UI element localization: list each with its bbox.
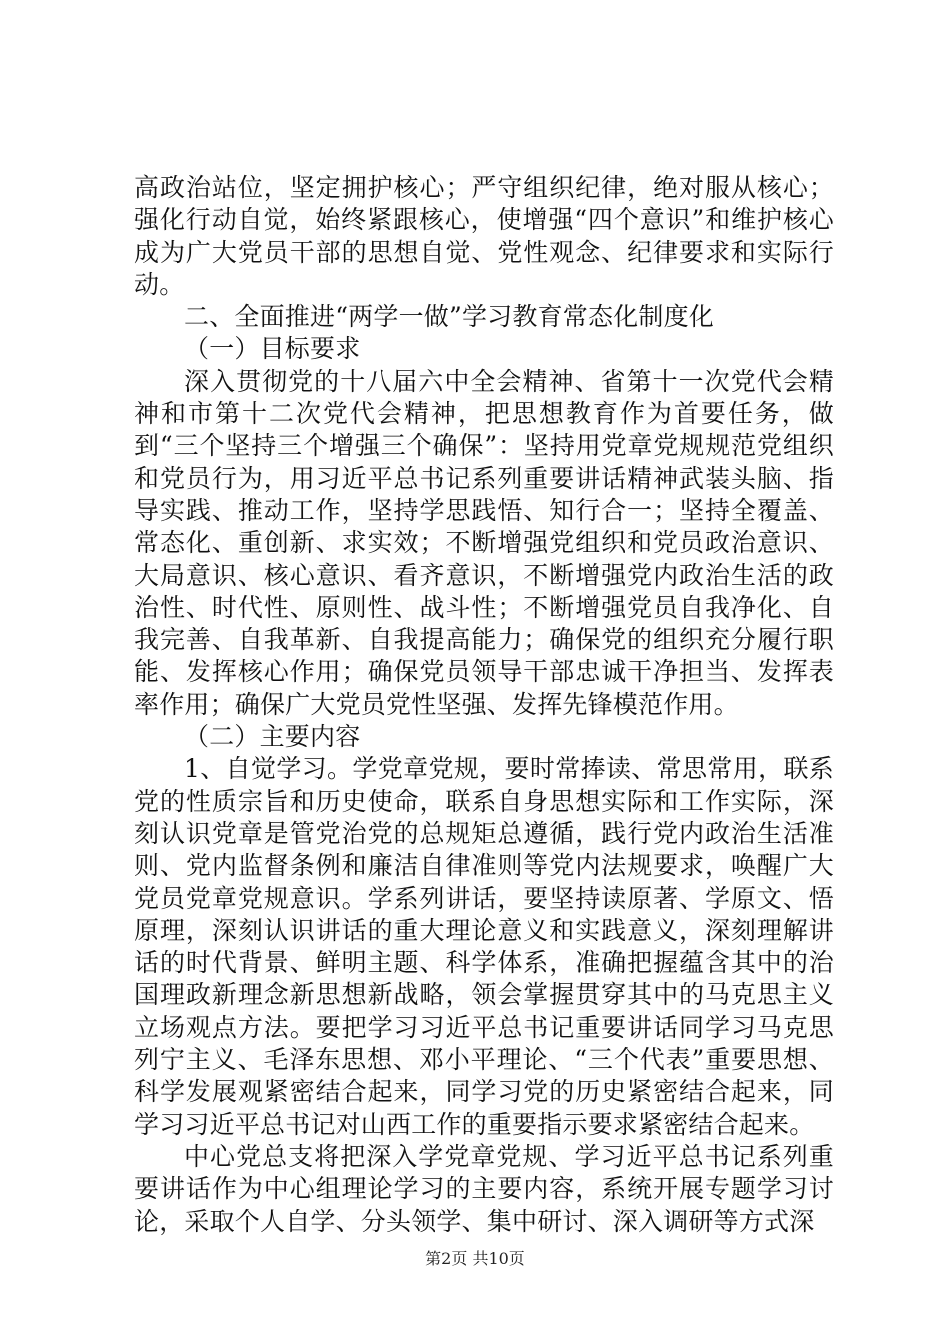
paragraph-center-branch: 中心党总支将把深入学党章党规、学习近平总书记系列重要讲话作为中心组理论学习的主要内容，系统开展专题学习讨论，采取个人自学、分头领学、集中研讨、深入调研等方式深 xyxy=(134,1141,834,1236)
document-body xyxy=(134,172,834,1238)
section-heading: 二、全面推进“两学一做”学习教育常态化制度化 xyxy=(184,302,714,332)
paragraph-study: 1、自觉学习。学党章党规，要时常捧读、常思常用，联系党的性质宗旨和历史使命，联系自身思想实际和工作实际，深刻认识党章是管党治党的总规矩总遵循，践行党内政治生活准则、党内监督条例和廉洁自律准则等党内法规要求，唤醒广大党员党章党规意识。学系列讲话，要坚持读原著、学原文、悟原理，深刻认识讲话的重大理论意义和实践意义，深刻理解讲话的时代背景、鲜明主题、科学体系，准确把握蕴含其中的治国理政新理念新思想新战略，领会掌握贯穿其中的马克思主义立场观点方法。要把学习习近平总书记重要讲话同学习马克思列宁主义、毛泽东思想、邓小平理论、“三个代表”重要思想、科学发展观紧密结合起来，同学习党的历史紧密结合起来，同学习习近平总书记对山西工作的重要指示要求紧密结合起来。 xyxy=(134,754,834,1139)
subsection-heading-goals: （一）目标要求 xyxy=(184,334,361,364)
paragraph-continuation: 高政治站位，坚定拥护核心；严守组织纪律，绝对服从核心；强化行动自觉，始终紧跟核心，使增强“四个意识”和维护核心成为广大党员干部的思想自觉、党性观念、纪律要求和实际行动。 xyxy=(134,173,834,299)
subsection-heading-content: （二）主要内容 xyxy=(184,722,361,752)
paragraph-goals: 深入贯彻党的十八届六中全会精神、省第十一次党代会精神和市第十二次党代会精神，把思想教育作为首要任务，做到“三个坚持三个增强三个确保”：坚持用党章党规规范党组织和党员行为，用习近平总书记系列重要讲话精神武装头脑、指导实践、推动工作，坚持学思践悟、知行合一；坚持全覆盖、常态化、重创新、求实效；不断增强党组织和党员政治意识、大局意识、核心意识、看齐意识，不断增强党内政治生活的政治性、时代性、原则性、战斗性；不断增强党员自我净化、自我完善、自我革新、自我提高能力；确保党的组织充分履行职能、发挥核心作用；确保党员领导干部忠诚干净担当、发挥表率作用；确保广大党员党性坚强、发挥先锋模范作用。 xyxy=(134,366,834,719)
page-footer: 第2页 共10页 xyxy=(425,1249,525,1268)
